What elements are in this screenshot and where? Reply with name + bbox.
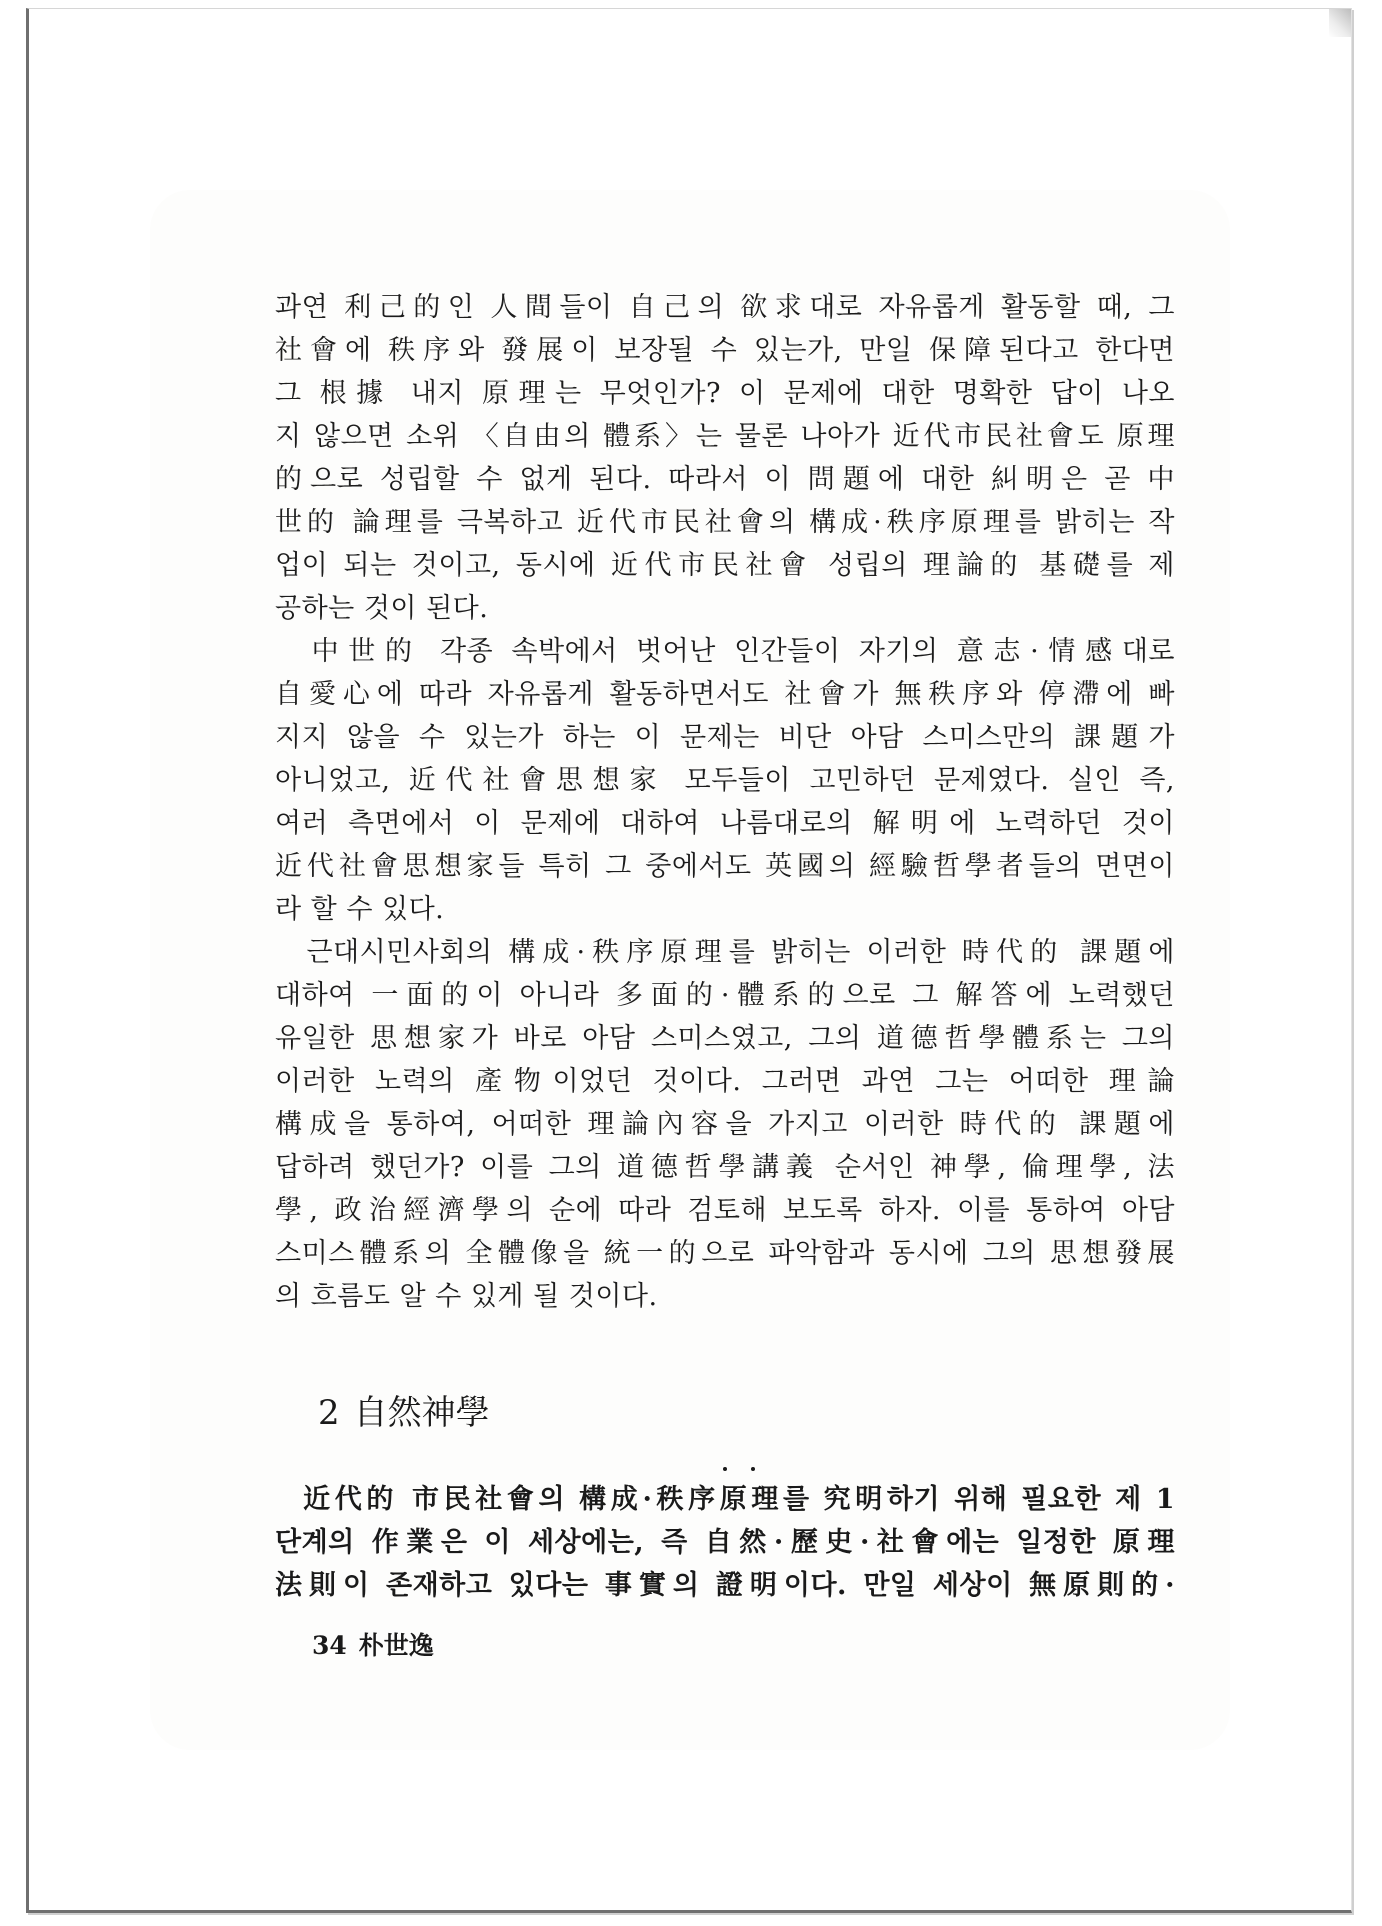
text-line: 지지 않을 수 있는가 하는 이 문제는 비단 아담 스미스만의 課題가 <box>275 722 1175 753</box>
paragraph-1 <box>275 286 1175 630</box>
emphasis-dot <box>751 1467 755 1471</box>
text-line: 라 할 수 있다. <box>275 894 445 925</box>
emphasis-dots <box>719 1467 759 1477</box>
text-line: 대하여 一面的이 아니라 多面的·體系的으로 그 解答에 노력했던 <box>275 980 1175 1011</box>
page-number: 34 <box>312 1631 347 1660</box>
section-number: 2 <box>318 1393 340 1433</box>
page-corner-fold <box>1329 9 1351 37</box>
paragraph-2 <box>275 630 1175 931</box>
emphasis-dot <box>723 1467 727 1471</box>
text-line: 여러 측면에서 이 문제에 대하여 나름대로의 解明에 노력하던 것이 <box>275 808 1175 839</box>
text-line: 近代的 市民社會의 構成·秩序原理를 究明하기 위해 필요한 제 1 <box>275 1484 1175 1515</box>
text-line: 中世的 각종 속박에서 벗어난 인간들이 자기의 意志·情感대로 <box>275 636 1175 667</box>
section-body-text <box>275 1478 1175 1607</box>
text-line: 유일한 思想家가 바로 아담 스미스였고, 그의 道德哲學體系는 그의 <box>275 1023 1175 1054</box>
text-line: 단계의 作業은 이 세상에는, 즉 自然·歷史·社會에는 일정한 原理 <box>275 1527 1175 1558</box>
text-line: 업이 되는 것이고, 동시에 近代市民社會 성립의 理論的 基礎를 제 <box>275 550 1175 581</box>
author-name: 朴世逸 <box>358 1631 434 1660</box>
text-line: 과연 利己的인 人間들이 自己의 欲求대로 자유롭게 활동할 때, 그 <box>275 292 1175 323</box>
text-line: 아니었고, 近代社會思想家 모두들이 고민하던 문제였다. 실인 즉, <box>275 765 1175 796</box>
text-line: 的으로 성립할 수 없게 된다. 따라서 이 問題에 대한 糾明은 곧 中 <box>275 464 1175 495</box>
text-line: 지 않으면 소위 〈自由의 體系〉는 물론 나아가 近代市民社會도 原理 <box>275 421 1175 452</box>
section-heading <box>318 1385 490 1434</box>
text-line: 그 根據 내지 原理는 무엇인가? 이 문제에 대한 명확한 답이 나오 <box>275 378 1175 409</box>
text-line: 社會에 秩序와 發展이 보장될 수 있는가, 만일 保障된다고 한다면 <box>275 335 1175 366</box>
body-text <box>275 286 1175 1318</box>
text-line: 의 흐름도 알 수 있게 될 것이다. <box>275 1281 658 1312</box>
paragraph-3 <box>275 931 1175 1318</box>
section-title: 自然神學 <box>353 1393 490 1433</box>
text-line: 近代社會思想家들 특히 그 중에서도 英國의 經驗哲學者들의 면면이 <box>275 851 1175 882</box>
text-line: 이러한 노력의 產物이었던 것이다. 그러면 과연 그는 어떠한 理論 <box>275 1066 1175 1097</box>
text-line: 學, 政治經濟學의 순에 따라 검토해 보도록 하자. 이를 통하여 아담 <box>275 1195 1175 1226</box>
page-footer <box>312 1626 434 1662</box>
text-line: 自愛心에 따라 자유롭게 활동하면서도 社會가 無秩序와 停滯에 빠 <box>275 679 1175 710</box>
text-line: 공하는 것이 된다. <box>275 593 489 624</box>
text-line: 근대시민사회의 構成·秩序原理를 밝히는 이러한 時代的 課題에 <box>275 937 1175 968</box>
text-line: 世的 論理를 극복하고 近代市民社會의 構成·秩序原理를 밝히는 작 <box>275 507 1175 538</box>
text-line: 法則이 존재하고 있다는 事實의 證明이다. 만일 세상이 無原則的· <box>275 1570 1175 1601</box>
text-line: 構成을 통하여, 어떠한 理論內容을 가지고 이러한 時代的 課題에 <box>275 1109 1175 1140</box>
text-line: 답하려 했던가? 이를 그의 道德哲學講義 순서인 神學, 倫理學, 法 <box>275 1152 1175 1183</box>
text-line: 스미스體系의 全體像을 統一的으로 파악함과 동시에 그의 思想發展 <box>275 1238 1175 1269</box>
